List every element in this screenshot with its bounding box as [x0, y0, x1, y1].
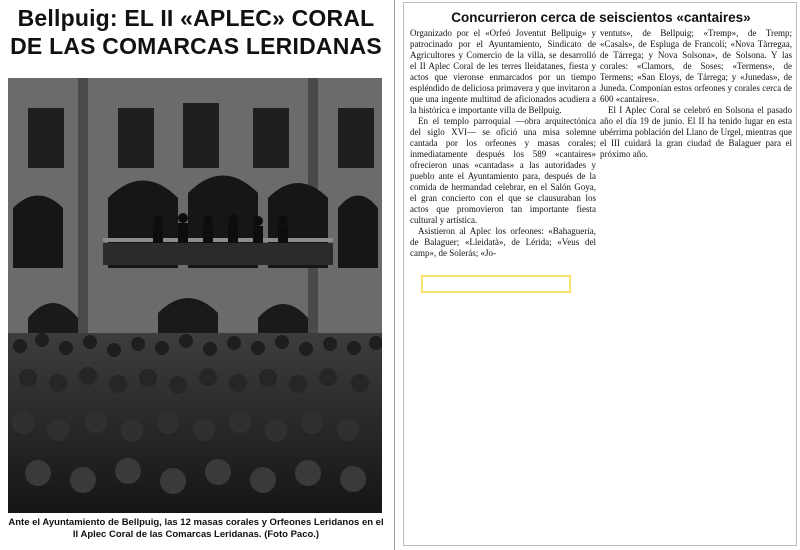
paragraph: El I Aplec Coral se celebró en Solsona el pasado año el día 19 de junio. El II ha tenido lugar en esta ubérrima población del Llano de Urgel, mientras que el III cuidará la gran ciudad de Balaguer para el próximo año. [600, 105, 792, 159]
article-column-1 [410, 28, 596, 259]
crowd-photo [8, 78, 382, 513]
paragraph: Organizado por el «Orfeó Joventut Bellpuig» y patrocinado por el Ayuntamiento, Sindicato de Agricultores y Comercio de la villa, se desarrolló el II Aplec Coral de les terres lleidatanes, fiesta y actos que vieronse enmarcados por un tiempo espléndido de deliciosa primavera y que invitaron a que una ingente multitud de aficionados acudiera a la histórica e importante villa de Bellpuig. [410, 28, 596, 115]
left-headline: Bellpuig: EL II «APLEC» CORAL DE LAS COMARCAS LERIDANAS [10, 5, 382, 59]
column-divider [394, 0, 395, 550]
paragraph: Asistieron al Aplec los orfeones: «Bahaguería, de Balaguer; «Lleidatà», de Lérida; «Veus del camp», de Solerás; «Jo- [410, 226, 596, 258]
paragraph: ventuts», de Bellpuig; «Tremp», de Tremp; «Casals», de Espluga de Francolí; «Nova Tàrregaa, de Tárrega; y Nova Solsona», de Solsona. Y las corales: «Clamors, de Soses; «Termens», de Termens; «San Eloys, de Tárrega; y «Junedas», de Juneda. Componían estos orfeones y corales cerca de 600 «cantaires». [600, 28, 792, 104]
article-column-2 [600, 28, 792, 160]
paragraph: En el templo parroquial —obra arquitectónica del siglo XVI— se ofició una misa solemne cantada por los orfeones y masas corales; inmediatamente después los 589 «cantaires» ofrecieron unas «cantadas» a las autoridades y pueblo ante el Ayuntamiento para, después de la comida de hermandad celebrar, en el Salón Goya, el gran concierto con el que se clausuraban los actos que promovieron tan importante fiesta cultural y artística. [410, 116, 596, 225]
right-headline: Concurrieron cerca de seiscientos «cantaires» [451, 10, 751, 25]
highlight-box [421, 275, 571, 293]
photo-caption: Ante el Ayuntamiento de Bellpuig, las 12 masas corales y Orfeones Leridanos en el II Aplec Coral de las Comarcas Leridanas. (Foto Paco.) [8, 517, 384, 540]
